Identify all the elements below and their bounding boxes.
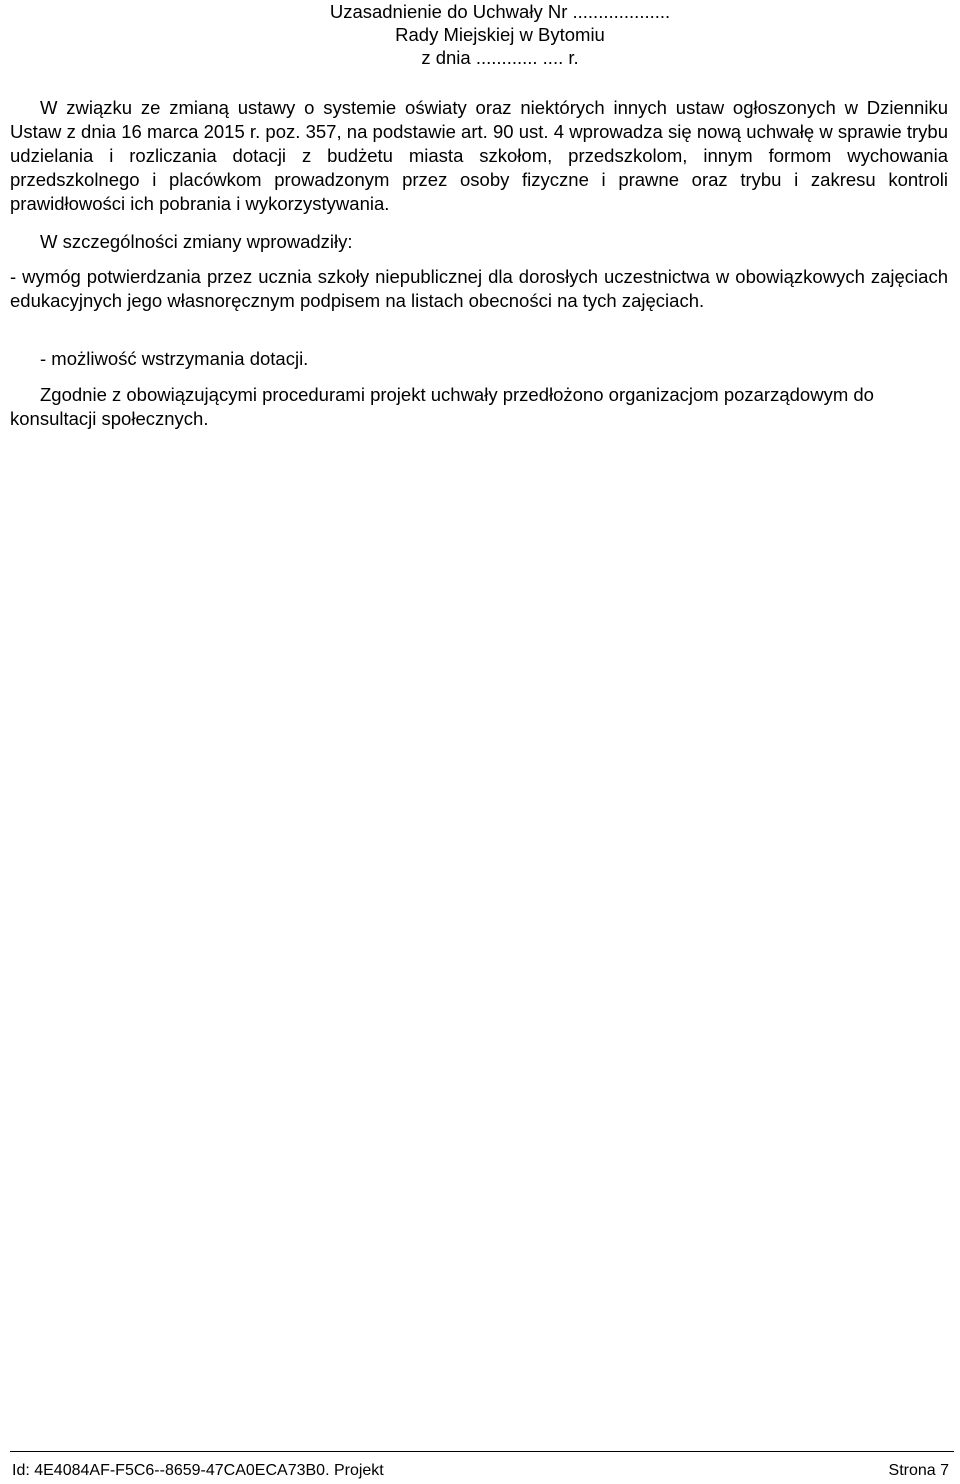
heading-council: Rady Miejskiej w Bytomiu [395, 24, 605, 45]
footer-page-number: Strona 7 [888, 1462, 949, 1479]
changes-intro: W szczególności zmiany wprowadziły: [40, 231, 353, 252]
heading-title: Uzasadnienie do Uchwały Nr ................... [329, 1, 671, 22]
consultation-paragraph: Zgodnie z obowiązującymi procedurami projekt uchwały przedłożono organizacjom pozarządowym do konsultacji społecznych. [10, 384, 874, 429]
document-heading [0, 0, 960, 69]
change-item-attendance: - wymóg potwierdzania przez ucznia szkoły niepublicznej dla dorosłych uczestnictwa w obowiązkowych zajęciach edukacyjnych jego własnoręcznym podpisem na listach obecności na tych zajęciach. [10, 266, 948, 311]
intro-paragraph: W związku ze zmianą ustawy o systemie oświaty oraz niektórych innych ustaw ogłoszonych w Dzienniku Ustaw z dnia 16 marca 2015 r. poz. 357, na podstawie art. 90 ust. 4 wprowadza się nową uchwałę w sprawie trybu udzielania i rozliczania dotacji z budżetu miasta szkołom, przedszkolom, innym formom wychowania przedszkolnego i placówkom prowadzonym przez osoby fizyczne i prawne oraz trybu i zakresu kontroli prawidłowości ich pobrania i wykorzystywania. [10, 97, 948, 214]
footer-divider [10, 1451, 954, 1452]
heading-date: z dnia ............ .... r. [421, 47, 579, 68]
footer-document-id: Id: 4E4084AF-F5C6--8659-47CA0ECA73B0. Projekt [12, 1462, 384, 1479]
change-item-suspension: - możliwość wstrzymania dotacji. [40, 348, 309, 369]
